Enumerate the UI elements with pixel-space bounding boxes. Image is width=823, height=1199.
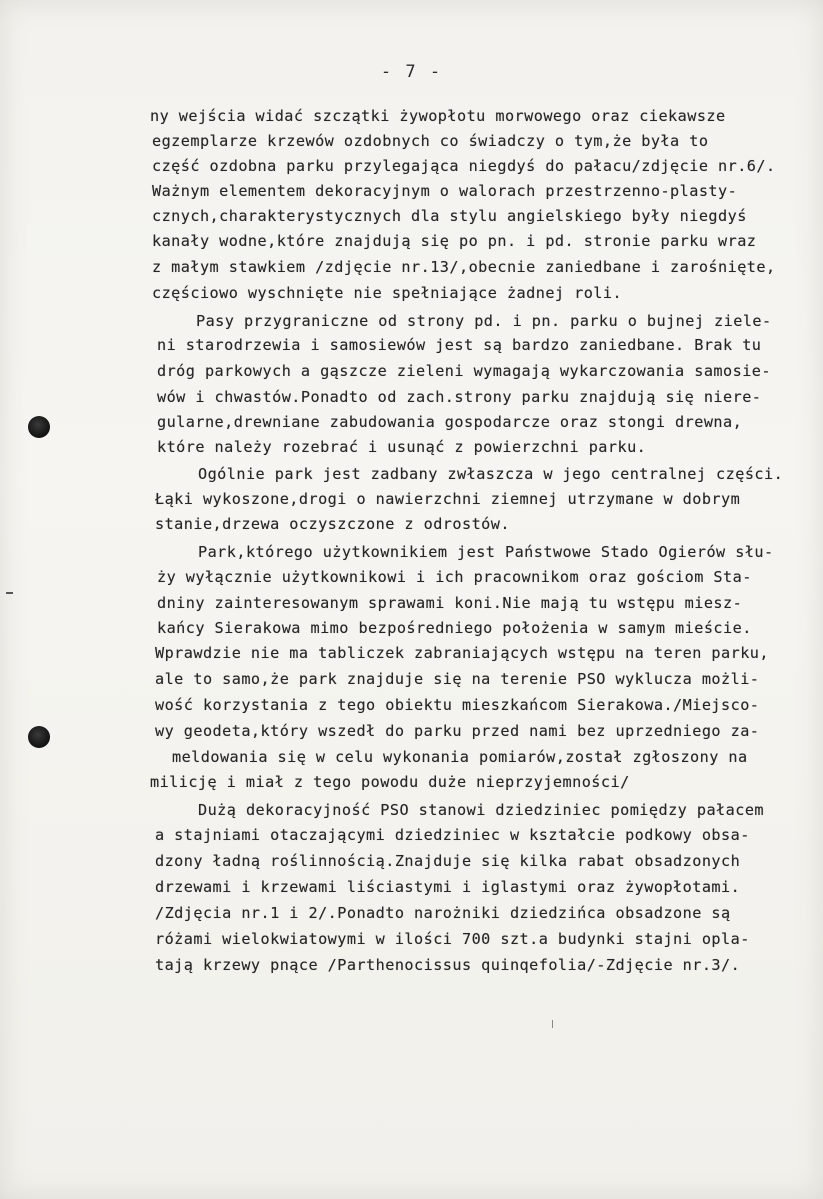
text-line: milicję i miał z tego powodu duże nieprzyjemności/ xyxy=(150,773,630,791)
text-line: częściowo wyschnięte nie spełniające żadnej roli. xyxy=(152,284,623,302)
text-line: które należy rozebrać i usunąć z powierzchni parku. xyxy=(157,438,647,456)
text-line: Ważnym elementem dekoracyjnym o walorach przestrzenno-plasty- xyxy=(152,182,738,200)
text-line: część ozdobna parku przylegająca niegdyś do pałacu/zdjęcie nr.6/. xyxy=(152,157,776,175)
text-line: Wprawdzie nie ma tabliczek zabraniających wstępu na teren parku, xyxy=(155,644,769,662)
text-line: gularne,drewniane zabudowania gospodarcze oraz stongi drewna, xyxy=(157,413,743,431)
text-line: ni starodrzewia i samosiewów jest są bardzo zaniedbane. Brak tu xyxy=(157,336,762,354)
text-line: różami wielokwiatowymi w ilości 700 szt.a budynki stajni opla- xyxy=(155,930,750,948)
text-line: meldowania się w celu wykonania pomiarów,został zgłoszony na xyxy=(172,748,748,766)
text-line: z małym stawkiem /zdjęcie nr.13/,obecnie zaniedbane i zarośnięte, xyxy=(152,258,776,276)
text-line: Łąki wykoszone,drogi o nawierzchni ziemnej utrzymane w dobrym xyxy=(155,490,741,508)
text-line: kanały wodne,które znajdują się po pn. i pd. stronie parku wraz xyxy=(152,232,757,250)
text-line: dróg parkowych a gąszcze zieleni wymagają wykarczowania samosie- xyxy=(157,362,771,380)
text-line: drzewami i krzewami liściastymi i iglastymi oraz żywopłotami. xyxy=(155,878,741,896)
text-line: wów i chwastów.Ponadto od zach.strony parku znajdują się niere- xyxy=(157,388,762,406)
text-line: dzony ładną roślinnością.Znajduje się kilka rabat obsadzonych xyxy=(155,852,741,870)
text-line: ny wejścia widać szczątki żywopłotu morwowego oraz ciekawsze xyxy=(150,107,726,125)
text-line: tają krzewy pnące /Parthenocissus quinqefolia/-Zdjęcie nr.3/. xyxy=(155,956,741,974)
text-line: Dużą dekoracyjność PSO stanowi dziedziniec pomiędzy pałacem xyxy=(198,801,765,819)
text-line: ży wyłącznie użytkownikowi i ich pracownikom oraz gościom Sta- xyxy=(157,568,752,586)
text-line: stanie,drzewa oczyszczone z odrostów. xyxy=(155,515,510,533)
text-line: kańcy Sierakowa mimo bezpośredniego położenia w samym mieście. xyxy=(157,619,752,637)
text-line: /Zdjęcia nr.1 i 2/.Ponadto narożniki dziedzińca obsadzone są xyxy=(155,904,731,922)
page-number: - 7 - xyxy=(380,62,443,82)
text-line: Park,którego użytkownikiem jest Państwowe Stado Ogierów słu- xyxy=(198,543,774,561)
text-line: ale to samo,że park znajduje się na terenie PSO wyklucza możli- xyxy=(155,670,760,688)
text-line: a stajniami otaczającymi dziedziniec w kształcie podkowy obsa- xyxy=(155,826,750,844)
text-line: wy geodeta,który wszedł do parku przed nami bez uprzedniego za- xyxy=(155,722,760,740)
text-line: wość korzystania z tego obiektu mieszkańcom Sierakowa./Miejsco- xyxy=(155,696,760,714)
text-line: dniny zainteresowanym sprawami koni.Nie mają tu wstępu miesz- xyxy=(157,594,743,612)
text-line: Pasy przygraniczne od strony pd. i pn. parku o bujnej ziele- xyxy=(196,312,772,330)
text-line: cznych,charakterystycznych dla stylu angielskiego były niegdyś xyxy=(152,207,747,225)
text-line: Ogólnie park jest zadbany zwłaszcza w jego centralnej części. xyxy=(198,465,784,483)
text-line: egzemplarze krzewów ozdobnych co świadczy o tym,że była to xyxy=(152,132,709,150)
